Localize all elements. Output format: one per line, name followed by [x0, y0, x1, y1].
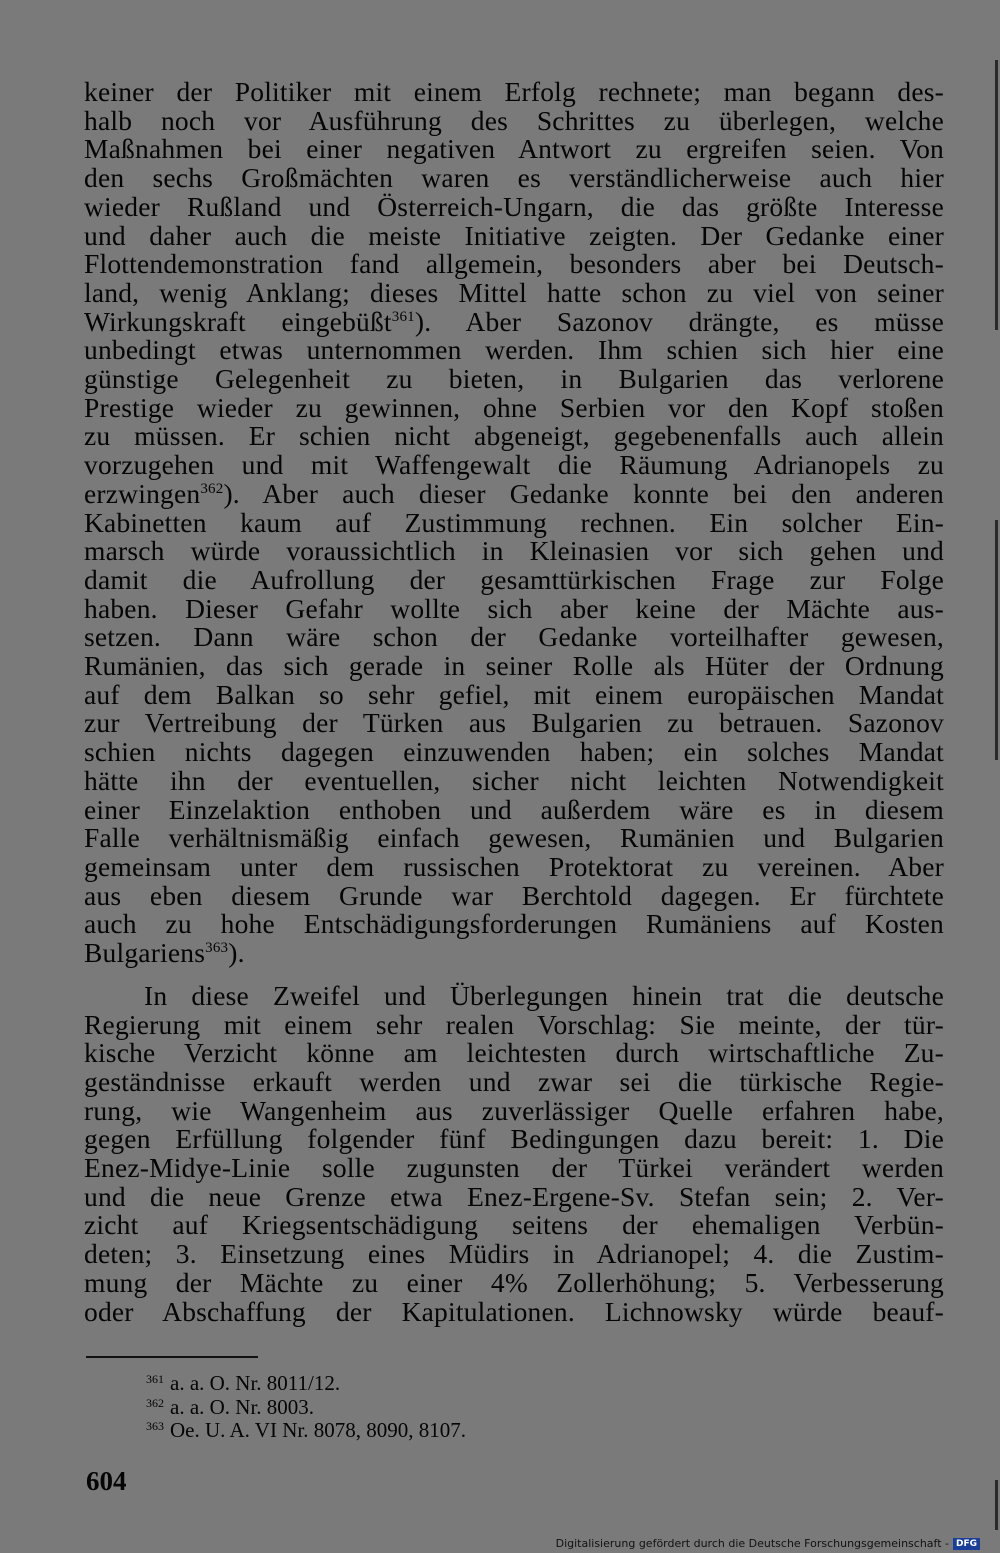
text-line: halb noch vor Ausführung des Schrittes zu überlegen, welche	[84, 104, 944, 136]
text-line: rung, wie Wangenheim aus zuverlässiger Quelle erfahren habe,	[84, 1094, 944, 1126]
text-line: auf dem Balkan so sehr gefiel, mit einem europäischen Mandat	[84, 678, 944, 710]
text-segment: ).	[228, 937, 245, 969]
footnote-text: Oe. U. A. VI Nr. 8078, 8090, 8107.	[170, 1418, 466, 1442]
text-line: schien nichts dagegen einzuwenden haben; ein solches Mandat	[84, 736, 944, 768]
page-number: 604	[86, 1466, 127, 1496]
text-segment: ). Aber auch dieser Gedanke konnte bei den anderen	[223, 477, 944, 509]
text-line: damit die Aufrollung der gesamttürkischen Frage zur Folge	[84, 563, 944, 595]
footnote-divider	[86, 1356, 258, 1358]
text-line: und die neue Grenze etwa Enez-Ergene-Sv. Stefan sein; 2. Ver-	[84, 1180, 944, 1212]
text-segment: Wirkungskraft eingebüßt	[84, 305, 392, 337]
text-line: und daher auch die meiste Initiative zeigten. Der Gedanke einer	[84, 219, 944, 251]
text-line: auch zu hohe Entschädigungsforderungen Rumäniens auf Kosten	[84, 908, 944, 940]
text-line: Enez-Midye-Linie solle zugunsten der Türkei verändert werden	[84, 1152, 944, 1184]
text-line: deten; 3. Einsetzung eines Müdirs in Adrianopel; 4. die Zustim-	[84, 1238, 944, 1270]
text-line: unbedingt etwas unternommen werden. Ihm schien sich hier eine	[84, 334, 944, 366]
text-line: haben. Dieser Gefahr wollte sich aber keine der Mächte aus-	[84, 592, 944, 624]
text-line: günstige Gelegenheit zu bieten, in Bulgarien das verlorene	[84, 363, 944, 395]
text-line: gemeinsam unter dem russischen Protektorat zu vereinen. Aber	[84, 850, 944, 882]
text-line: gegen Erfüllung folgender fünf Bedingungen dazu bereit: 1. Die	[84, 1123, 944, 1155]
footnotes	[146, 1372, 466, 1443]
text-line: den sechs Großmächten waren es verständlicherweise auch hier	[84, 162, 944, 194]
footnote	[146, 1419, 466, 1443]
digitization-credit	[556, 1537, 980, 1550]
text-line: oder Abschaffung der Kapitulationen. Lichnowsky würde beauf-	[84, 1295, 944, 1327]
text-line: keiner der Politiker mit einem Erfolg rechnete; man begann des-	[84, 76, 944, 107]
text-line: Kabinetten kaum auf Zustimmung rechnen. Ein solcher Ein-	[84, 506, 944, 538]
text-line: aus eben diesem Grunde war Berchtold dagegen. Er fürchtete	[84, 879, 944, 911]
text-line: marsch würde voraussichtlich in Kleinasien vor sich gehen und	[84, 535, 944, 567]
footnote-text: a. a. O. Nr. 8003.	[170, 1394, 315, 1419]
text-segment: ). Aber Sazonov drängte, es müsse	[414, 305, 944, 337]
text-line: land, wenig Anklang; dieses Mittel hatte schon zu viel von seiner	[84, 276, 944, 308]
footnote	[146, 1372, 466, 1396]
text-line: vorzugehen und mit Waffengewalt die Räumung Adrianopels zu	[84, 449, 944, 481]
text-line: zur Vertreibung der Türken aus Bulgarien zu betrauen. Sazonov	[84, 707, 944, 739]
text-line: wieder Rußland und Österreich-Ungarn, die das größte Interesse	[84, 190, 944, 222]
footnote-number: 361	[146, 1372, 164, 1386]
credit-text: Digitalisierung gefördert durch die Deutsche Forschungsgemeinschaft -	[555, 1537, 949, 1550]
text-line: zicht auf Kriegsentschädigung seitens der ehemaligen Verbün-	[84, 1209, 944, 1241]
text-line: Rumänien, das sich gerade in seiner Rolle als Hüter der Ordnung	[84, 650, 944, 682]
footnote-ref[interactable]: 363	[205, 940, 229, 957]
text-segment: Bulgariens	[84, 937, 206, 969]
page-body	[84, 78, 944, 1326]
text-line: mung der Mächte zu einer 4% Zollerhöhung; 5. Verbesserung	[84, 1266, 944, 1298]
text-segment: erzwingen	[84, 477, 201, 509]
paragraph-2	[84, 979, 944, 1327]
text-line: In diese Zweifel und Überlegungen hinein trat die deutsche	[144, 979, 944, 1011]
dfg-logo: DFG	[953, 1538, 980, 1550]
footnote-text: a. a. O. Nr. 8011/12.	[170, 1371, 341, 1395]
text-line: Falle verhältnismäßig einfach gewesen, Rumänien und Bulgarien	[84, 822, 944, 854]
text-line: einer Einzelaktion enthoben und außerdem wäre es in diesem	[84, 793, 944, 825]
text-line: zu müssen. Er schien nicht abgeneigt, gegebenenfalls auch allein	[84, 420, 944, 452]
text-line	[84, 939, 944, 968]
text-line: Regierung mit einem sehr realen Vorschlag: Sie meinte, der tür-	[84, 1008, 944, 1040]
footnote-ref[interactable]: 362	[200, 480, 224, 497]
footnote-ref[interactable]: 361	[391, 308, 415, 325]
text-line: Flottendemonstration fand allgemein, besonders aber bei Deutsch-	[84, 248, 944, 280]
text-line	[84, 477, 944, 509]
footnote-number: 363	[146, 1419, 164, 1433]
footnote-number: 362	[146, 1395, 164, 1410]
text-line: Maßnahmen bei einer negativen Antwort zu ergreifen seien. Von	[84, 133, 944, 165]
text-line	[84, 305, 944, 337]
text-line: Prestige wieder zu gewinnen, ohne Serbien vor den Kopf stoßen	[84, 391, 944, 423]
scan-edge	[995, 60, 998, 1530]
text-line: kische Verzicht könne am leichtesten durch wirtschaftliche Zu-	[84, 1037, 944, 1069]
footnote	[146, 1396, 466, 1420]
text-line: hätte ihn der eventuellen, sicher nicht leichten Notwendigkeit	[84, 764, 944, 796]
text-line: geständnisse erkauft werden und zwar sei die türkische Regie-	[84, 1065, 944, 1097]
paragraph-1	[84, 78, 944, 968]
text-line: setzen. Dann wäre schon der Gedanke vorteilhafter gewesen,	[84, 621, 944, 653]
